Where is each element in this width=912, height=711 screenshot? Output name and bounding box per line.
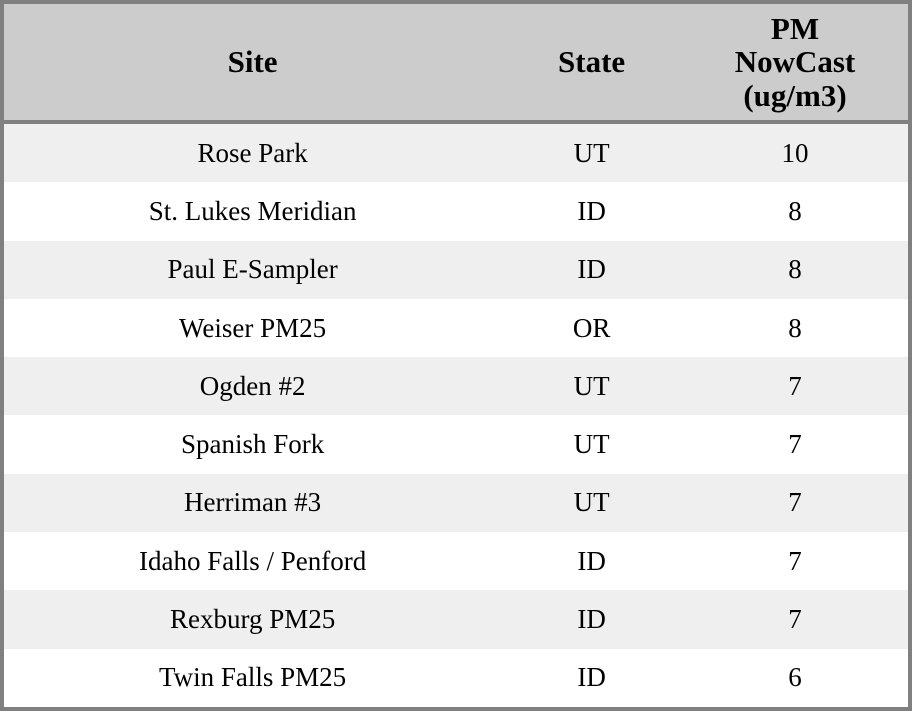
cell-pm-nowcast: 6 xyxy=(682,649,908,707)
cell-site: Rexburg PM25 xyxy=(4,590,501,648)
cell-state: ID xyxy=(501,590,682,648)
table-row xyxy=(4,590,908,648)
cell-state: ID xyxy=(501,532,682,590)
table-row xyxy=(4,241,908,299)
table-row xyxy=(4,122,908,182)
cell-state: ID xyxy=(501,241,682,299)
cell-pm-nowcast: 8 xyxy=(682,241,908,299)
cell-pm-nowcast: 7 xyxy=(682,415,908,473)
cell-site: Ogden #2 xyxy=(4,357,501,415)
cell-site: St. Lukes Meridian xyxy=(4,182,501,240)
table-row xyxy=(4,532,908,590)
column-header-state: State xyxy=(501,4,682,122)
cell-pm-nowcast: 10 xyxy=(682,122,908,182)
column-header-site: Site xyxy=(4,4,501,122)
table-body xyxy=(4,122,908,707)
cell-pm-nowcast: 7 xyxy=(682,474,908,532)
cell-site: Herriman #3 xyxy=(4,474,501,532)
table-row xyxy=(4,182,908,240)
cell-site: Idaho Falls / Penford xyxy=(4,532,501,590)
cell-state: OR xyxy=(501,299,682,357)
column-header-pm-nowcast-line-1: PM xyxy=(770,10,820,46)
cell-pm-nowcast: 7 xyxy=(682,590,908,648)
cell-state: UT xyxy=(501,415,682,473)
cell-site: Spanish Fork xyxy=(4,415,501,473)
column-header-pm-nowcast xyxy=(682,4,908,122)
table-header-row xyxy=(4,4,908,122)
table-row xyxy=(4,299,908,357)
table-row xyxy=(4,357,908,415)
table-row xyxy=(4,649,908,707)
table-header xyxy=(4,4,908,122)
cell-state: UT xyxy=(501,122,682,182)
column-header-pm-nowcast-line-3: (ug/m3) xyxy=(743,77,847,113)
table-row xyxy=(4,415,908,473)
cell-site: Paul E-Sampler xyxy=(4,241,501,299)
cell-state: ID xyxy=(501,649,682,707)
cell-state: ID xyxy=(501,182,682,240)
cell-site: Rose Park xyxy=(4,122,501,182)
cell-site: Twin Falls PM25 xyxy=(4,649,501,707)
air-quality-table xyxy=(4,4,908,707)
cell-state: UT xyxy=(501,474,682,532)
cell-site: Weiser PM25 xyxy=(4,299,501,357)
cell-pm-nowcast: 8 xyxy=(682,299,908,357)
cell-pm-nowcast: 8 xyxy=(682,182,908,240)
cell-pm-nowcast: 7 xyxy=(682,357,908,415)
column-header-pm-nowcast-line-2: NowCast xyxy=(734,44,856,80)
table-row xyxy=(4,474,908,532)
cell-pm-nowcast: 7 xyxy=(682,532,908,590)
cell-state: UT xyxy=(501,357,682,415)
